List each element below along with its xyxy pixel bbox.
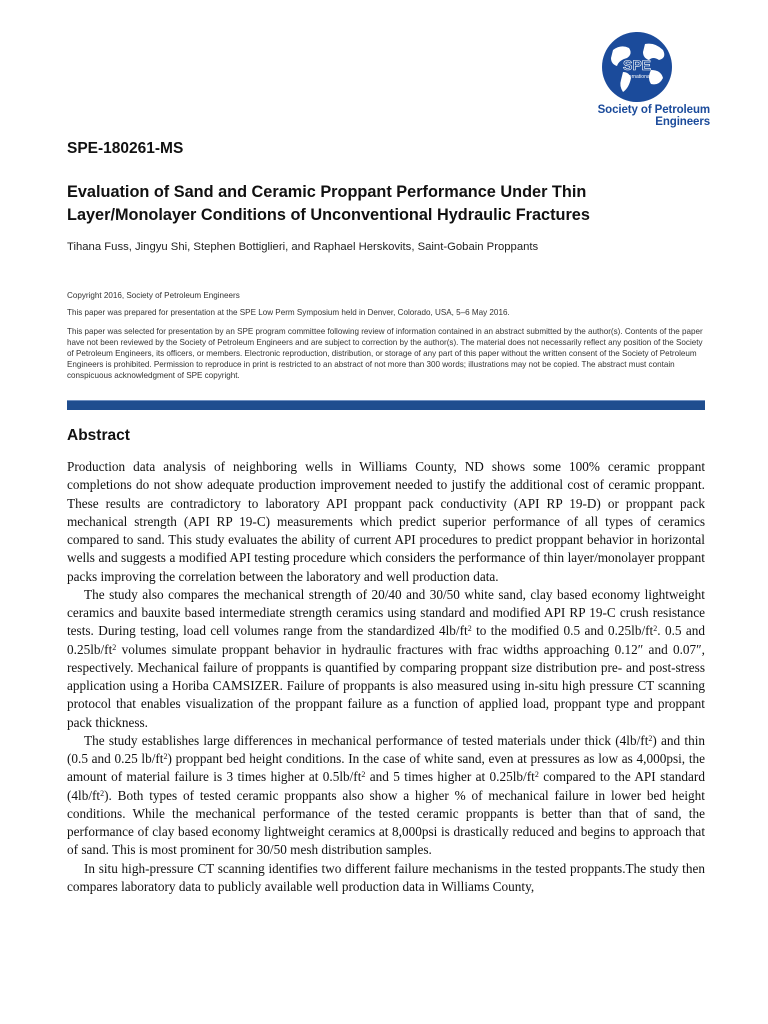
paper-title: Evaluation of Sand and Ceramic Proppant Performance Under Thin Layer/Monolayer Conditions of Unconventional Hydraulic Fractures — [67, 183, 590, 224]
logo-emblem-subtext: International — [623, 74, 651, 80]
copyright-line: Copyright 2016, Society of Petroleum Engineers — [67, 291, 240, 300]
abstract-paragraph-3: The study establishes large differences in mechanical performance of tested materials under thick $(4lb/ft^2)$ and thin (0.5 and 0.25 $lb/ft^2$) proppant bed height conditions. In the case of white sand, even at pressures as low as 4,000psi, the amount of material failure is 3 times higher at $0.5lb/ft^2$ and 5 times higher at $0.25lb/ft^2$ compared to the API standard $(4lb/ft^2)$. Both types of tested ceramic proppants also show a higher % of mechanical failure in lower bed height conditions. While the mechanical performance of the tested ceramic proppants is better than that of sand, the performance of clay based economy lightweight ceramics at 8,000psi is drastically reduced and begins to approach that of sand. This is most prominent for 30/50 mesh distribution samples. — [67, 732, 706, 858]
abstract-body — [67, 458, 705, 896]
abstract-paragraph-4: In situ high-pressure CT scanning identifies two different failure mechanisms in the tested proppants.The study then compares laboratory data to publicly available well production data in Williams County, — [67, 860, 705, 894]
spe-logo — [545, 30, 710, 128]
globe-logo-icon — [565, 30, 710, 104]
presentation-note: This paper was prepared for presentation at the SPE Low Perm Symposium held in Denver, Colorado, USA, 5–6 May 2016. — [67, 308, 510, 317]
abstract-paragraph-1: Production data analysis of neighboring wells in Williams County, ND shows some 100% ceramic proppant completions do not show adequate production improvement needed to justify the additional cost of ceramic proppant. These results are contradictory to laboratory API proppant pack conductivity (API RP 19-D) or proppant pack mechanical strength (API RP 19-C) measurements which predict superior performance of all types of ceramics compared to sand. This study evaluates the ability of current API procedures to predict proppant behavior in horizontal wells and suggests a modified API testing procedure which considers the performance of thin layer/monolayer proppant packs improving the correlation between the laboratory and well production data. — [67, 459, 705, 584]
abstract-paragraph-2: The study also compares the mechanical strength of 20/40 and 30/50 white sand, clay based economy lightweight ceramics and bauxite based intermediate strength ceramics using standard and modified API RP 19-C crush resistance tests. During testing, load cell volumes range from the standardized $4lb/ft^2$ to the modified 0.5 and $0.25lb/ft^2$. 0.5 and $0.25lb/ft^2$ volumes simulate proppant behavior in hydraulic fractures with frac widths approaching 0.12″ and 0.07″, respectively. Mechanical failure of proppants is quantified by comparing proppant size distribution pre- and post-stress application using a Horiba CAMSIZER. Failure of proppants is also measured using in-situ high pressure CT scanning protocol that enables visualization of the proppant failure as a function of applied load, proppant type and proppant pack thickness. — [67, 586, 706, 730]
section-divider — [67, 400, 705, 410]
abstract-heading: Abstract — [67, 427, 130, 444]
organization-name: Society of Petroleum Engineers — [597, 104, 710, 128]
authors: Tihana Fuss, Jingyu Shi, Stephen Bottiglieri, and Raphael Herskovits, Saint-Gobain Proppants — [67, 241, 539, 253]
paper-id: SPE-180261-MS — [67, 140, 184, 157]
copyright-notice: This paper was selected for presentation by an SPE program committee following review of information contained in an abstract submitted by the author(s). Contents of the paper have not been reviewed by the Society of Petroleum Engineers and are subject to correction by the author(s). The material does not necessarily reflect any position of the Society of Petroleum Engineers, its officers, or members. Electronic reproduction, distribution, or storage of any part of this paper without the written consent of the Society of Petroleum Engineers is prohibited. Permission to reproduce in print is restricted to an abstract of not more than 300 words; illustrations may not be copied. The abstract must contain conspicuous acknowledgment of SPE copyright. — [67, 327, 703, 380]
logo-emblem-text: SPE — [622, 57, 652, 73]
